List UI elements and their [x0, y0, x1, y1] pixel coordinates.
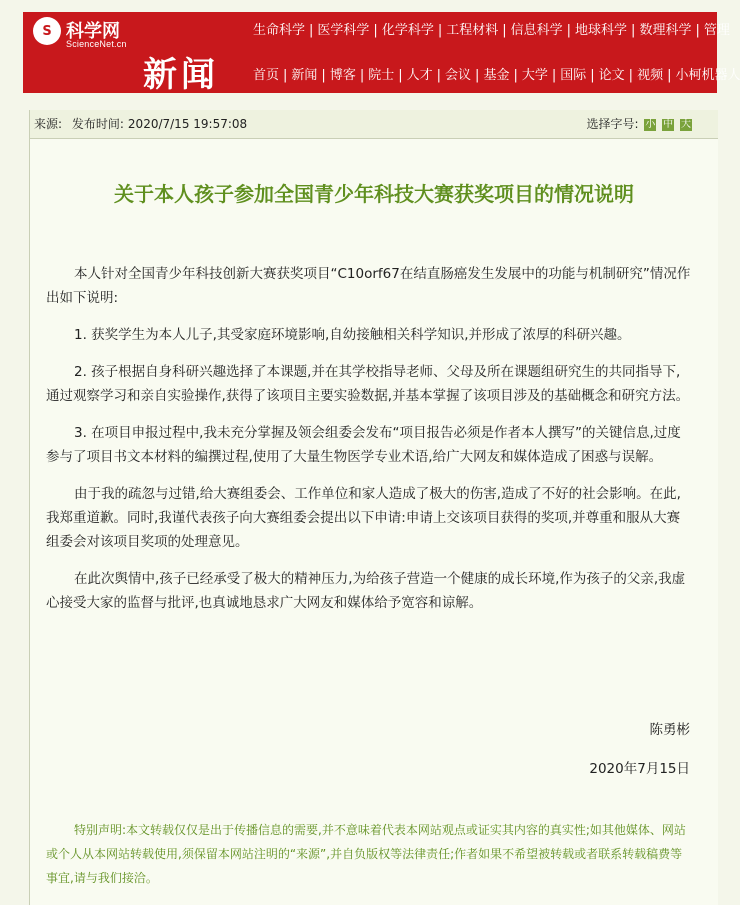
nav-top-item[interactable]: 化学科学	[381, 23, 434, 38]
nav-separator: |	[631, 23, 636, 38]
site-header	[23, 12, 740, 95]
nav-separator: |	[309, 23, 314, 38]
nav-top-item[interactable]: 数理科学	[639, 23, 692, 38]
nav-separator: |	[437, 23, 443, 38]
nav-bottom	[253, 64, 740, 83]
section-news-logo: 新闻	[143, 55, 219, 95]
nav-bottom-item[interactable]: 会议	[445, 68, 472, 83]
article-paragraph: 由于我的疏忽与过错,给大赛组委会、工作单位和家人造成了极大的伤害,造成了不好的社会影响。在此,我郑重道歉。同时,我谨代表孩子向大赛组委会提出以下申请:申请上交该项目获得的奖项,并尊重和服从大赛组委会对该项目奖项的处理意见。	[46, 486, 681, 550]
nav-top-item[interactable]: 生命科学	[253, 23, 306, 38]
article-paragraph: 1. 获奖学生为本人儿子,其受家庭环境影响,自幼接触相关科学知识,并形成了浓厚的科研兴趣。	[74, 327, 631, 343]
nav-bottom-item[interactable]: 小柯机器人	[675, 68, 740, 83]
logo-text-cn: 科学网	[66, 21, 120, 42]
article-date: 2020年7月15日	[589, 761, 690, 777]
copyright-notice: 特别声明:本文转载仅仅是出于传播信息的需要,并不意味着代表本网站观点或证实其内容的真实性;如其他媒体、网站或个人从本网站转载使用,须保留本网站注明的“来源”,并自负版权等法律责任;作者如果不希望被转载或者联系转载稿费等事宜,请与我们接洽。	[46, 823, 686, 885]
nav-bottom-item[interactable]: 新闻	[291, 68, 318, 83]
nav-separator: |	[667, 68, 672, 83]
nav-bottom-item[interactable]: 大学	[521, 68, 548, 83]
article-page	[29, 110, 718, 905]
article-body	[46, 262, 692, 628]
nav-bottom-item[interactable]: 国际	[560, 68, 587, 83]
publish-time: 2020/7/15 19:57:08	[127, 117, 248, 131]
nav-separator: |	[359, 68, 365, 83]
font-size-selector	[586, 110, 692, 138]
nav-bottom-item[interactable]: 论文	[598, 68, 625, 83]
nav-top-item[interactable]: 医学科学	[317, 23, 370, 38]
nav-bottom-item[interactable]: 博客	[329, 68, 356, 83]
source-label: 来源:	[34, 117, 63, 131]
nav-top-item[interactable]: 工程材料	[446, 23, 499, 38]
nav-bottom-item[interactable]: 基金	[483, 68, 510, 83]
nav-separator: |	[283, 68, 288, 83]
nav-separator: |	[566, 23, 572, 38]
font-size-medium-button[interactable]: 中	[663, 118, 674, 130]
article-title: 关于本人孩子参加全国青少年科技大赛获奖项目的情况说明	[114, 182, 634, 206]
article-meta	[34, 110, 247, 138]
nav-separator: |	[695, 23, 700, 38]
logo-mark-icon: S	[33, 17, 61, 45]
nav-bottom-item[interactable]: 首页	[253, 68, 280, 83]
publish-label: 发布时间:	[71, 117, 124, 131]
top-strip	[0, 0, 717, 12]
font-size-label: 选择字号:	[586, 117, 639, 131]
article-paragraph: 在此次舆情中,孩子已经承受了极大的精神压力,为给孩子营造一个健康的成长环境,作为孩子的父亲,我虚心接受大家的监督与批评,也真诚地恳求广大网友和媒体给予宽容和谅解。	[46, 571, 686, 611]
nav-separator: |	[398, 68, 403, 83]
nav-separator: |	[373, 23, 378, 38]
font-size-small-button[interactable]: 小	[645, 118, 656, 130]
nav-separator: |	[513, 68, 518, 83]
nav-top-item[interactable]: 管理	[703, 23, 730, 38]
nav-separator: |	[628, 68, 634, 83]
site-logo[interactable]	[33, 17, 243, 95]
nav-top-item[interactable]: 地球科学	[575, 23, 628, 38]
article-signature: 陈勇彬	[649, 722, 690, 738]
nav-top-item[interactable]: 信息科学	[510, 23, 563, 38]
nav-separator: |	[551, 68, 557, 83]
nav-separator: |	[590, 68, 595, 83]
nav-bottom-item[interactable]: 院士	[368, 68, 395, 83]
article-paragraph: 2. 孩子根据自身科研兴趣选择了本课题,并在其学校指导老师、父母及所在课题组研究生的共同指导下,通过观察学习和亲自实验操作,获得了该项目主要实验数据,并基本掌握了该项目涉及的基础概念和研究方法。	[46, 364, 690, 404]
nav-separator: |	[475, 68, 480, 83]
logo-text-en: ScienceNet.cn	[66, 39, 127, 49]
nav-separator: |	[321, 68, 326, 83]
nav-bottom-item[interactable]: 人才	[406, 68, 433, 83]
nav-top	[253, 19, 730, 38]
article-paragraph: 3. 在项目申报过程中,我未充分掌握及领会组委会发布“项目报告必须是作者本人撰写”的关键信息,过度参与了项目书文本材料的编撰过程,使用了大量生物医学专业术语,给广大网友和媒体造成了困惑与误解。	[46, 425, 681, 465]
nav-separator: |	[502, 23, 507, 38]
article-paragraph: 本人针对全国青少年科技创新大赛获奖项目“C10orf67在结直肠癌发生发展中的功能与机制研究”情况作出如下说明:	[46, 266, 691, 306]
font-size-large-button[interactable]: 大	[681, 118, 691, 130]
nav-separator: |	[436, 68, 442, 83]
nav-bottom-item[interactable]: 视频	[637, 68, 664, 83]
article-info-bar	[30, 110, 718, 139]
